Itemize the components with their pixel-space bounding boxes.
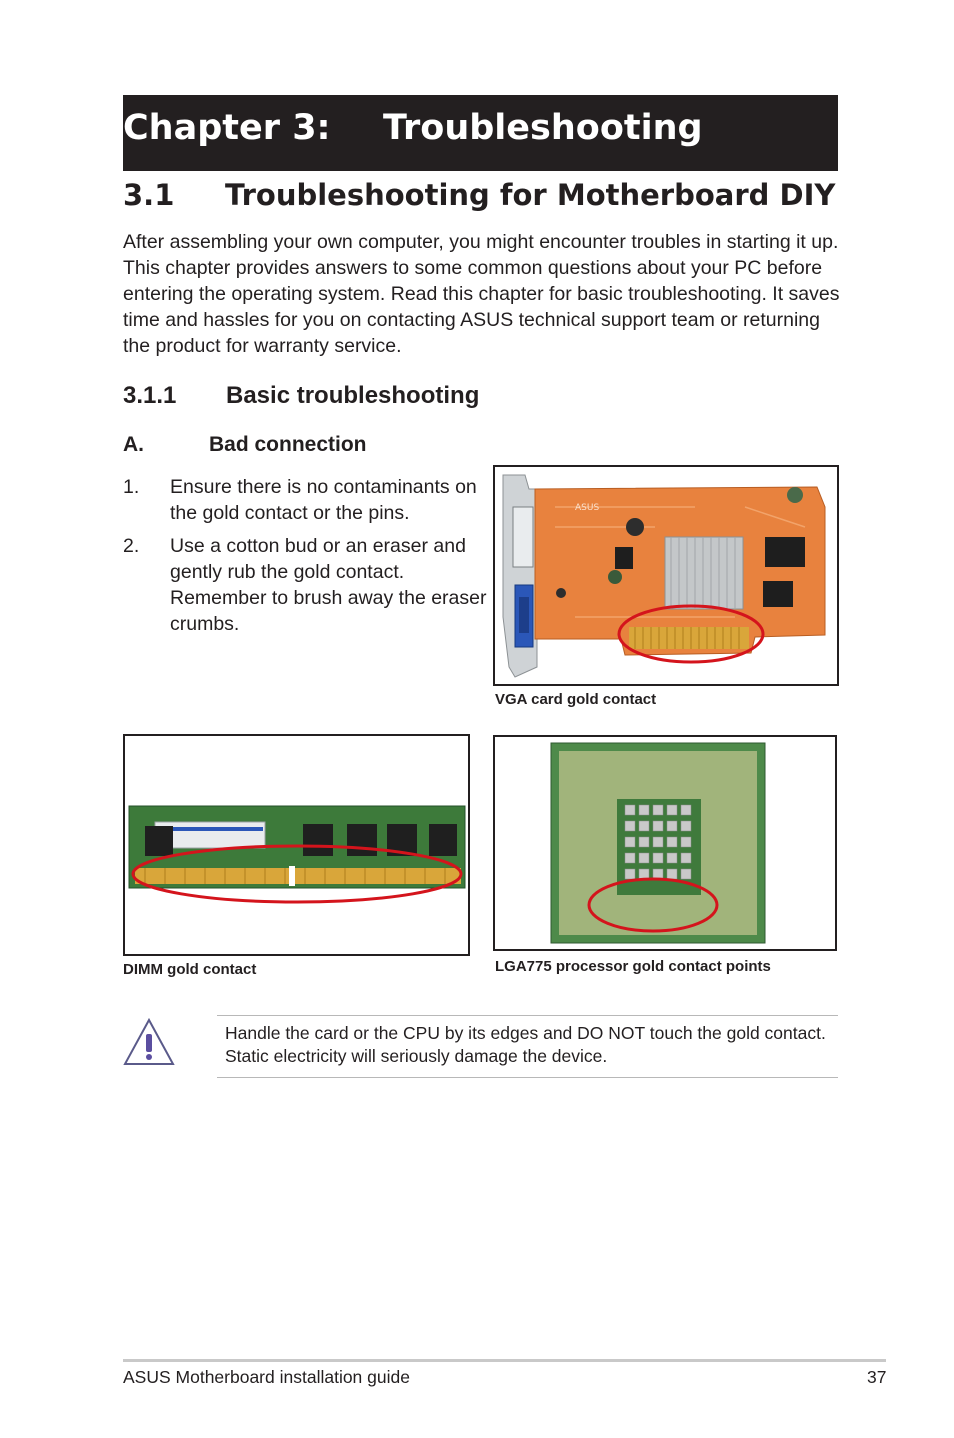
page-number: 37 <box>867 1367 887 1387</box>
cpu-illustration <box>495 737 835 949</box>
subsubsection-title: Bad connection <box>209 433 367 456</box>
footer-rule <box>123 1359 886 1362</box>
subsection-heading <box>123 382 480 410</box>
step-number: 1. <box>123 476 140 498</box>
section-heading <box>123 178 836 212</box>
chapter-title <box>123 108 703 148</box>
vga-card-illustration <box>495 467 837 684</box>
step-number: 2. <box>123 535 140 557</box>
vga-brand-label: ASUS <box>575 503 600 513</box>
subsubsection-heading <box>123 433 367 457</box>
subsection-number: 3.1.1 <box>123 382 177 409</box>
subsubsection-letter: A. <box>123 433 144 456</box>
notice-rule-top <box>217 1015 838 1016</box>
chapter-label: Chapter 3: <box>123 108 331 148</box>
warning-icon <box>123 1016 177 1070</box>
vga-card-photo <box>493 465 839 686</box>
cpu-photo <box>493 735 837 951</box>
dimm-caption: DIMM gold contact <box>123 961 257 978</box>
cpu-caption: LGA775 processor gold contact points <box>495 958 771 975</box>
step-text: Use a cotton bud or an eraser and gently rub the gold contact. Remember to brush away the eraser crumbs. <box>170 535 487 635</box>
subsection-title: Basic troubleshooting <box>226 382 480 409</box>
intro-paragraph: After assembling your own computer, you might encounter troubles in starting it up. This chapter provides answers to some common questions about your PC before entering the operating system. Read this chapter for basic troubleshooting. It saves time and hassles for you on contacting ASUS technical support team or returning the product for warranty service. <box>123 231 840 357</box>
notice-rule-bottom <box>217 1077 838 1078</box>
section-title: Troubleshooting for Motherboard DIY <box>225 178 836 212</box>
dimm-illustration <box>125 736 468 954</box>
chapter-name: Troubleshooting <box>383 108 703 148</box>
step-text: Ensure there is no contaminants on the gold contact or the pins. <box>170 476 477 524</box>
warning-text: Handle the card or the CPU by its edges and DO NOT touch the gold contact. Static electricity will seriously damage the device. <box>225 1023 826 1066</box>
dimm-photo <box>123 734 470 956</box>
section-number: 3.1 <box>123 178 175 212</box>
footer-guide-title: ASUS Motherboard installation guide <box>123 1367 410 1387</box>
vga-caption: VGA card gold contact <box>495 691 657 708</box>
